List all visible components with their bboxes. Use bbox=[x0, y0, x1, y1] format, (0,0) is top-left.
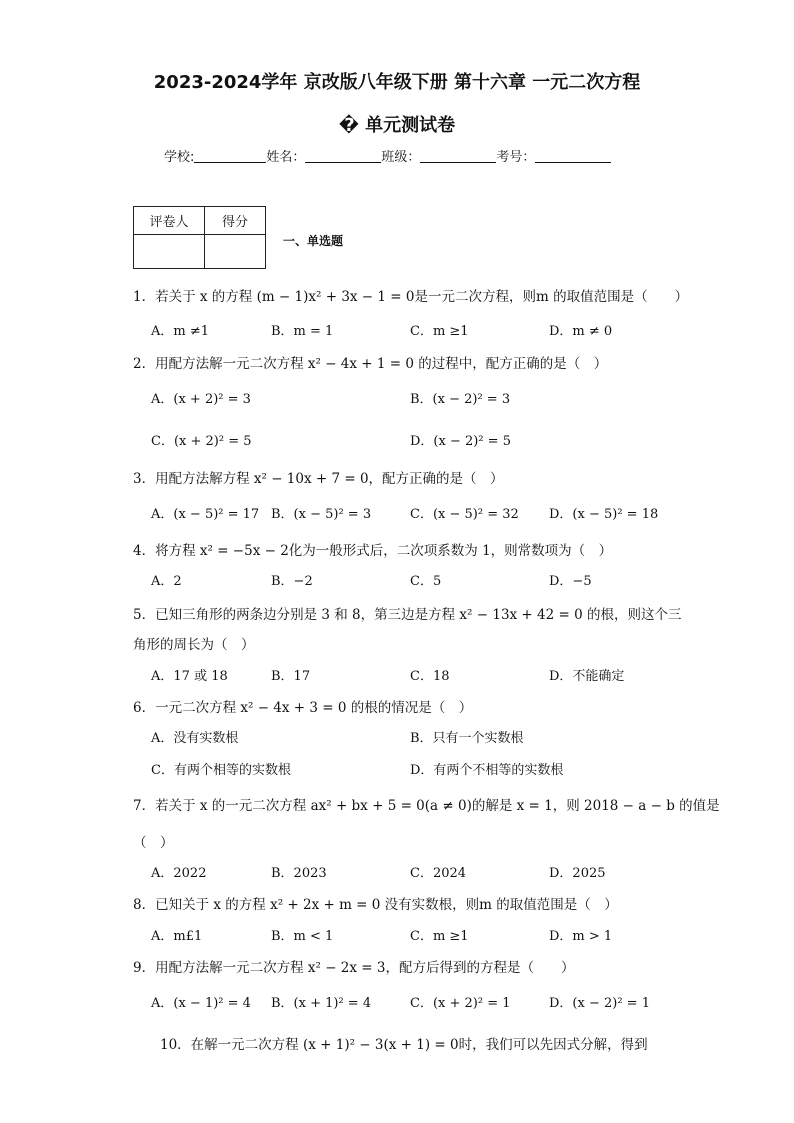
school-blank[interactable] bbox=[194, 150, 266, 163]
question-3-option-d[interactable]: D．(x − 5)² = 18 bbox=[549, 507, 659, 522]
question-2-stem: 2．用配方法解一元二次方程 x² − 4x + 1 = 0 的过程中，配方正确的是（ ） bbox=[133, 356, 608, 372]
question-4-option-a[interactable]: A．2 bbox=[151, 574, 182, 589]
reviewer-cell[interactable] bbox=[134, 235, 205, 269]
exam-title: 2023-2024学年 京改版八年级下册 第十六章 一元二次方程 bbox=[153, 72, 641, 93]
student-info-line bbox=[164, 146, 611, 165]
number-label: 考号： bbox=[496, 150, 536, 165]
question-2-option-a[interactable]: A．(x + 2)² = 3 bbox=[151, 392, 251, 407]
section-heading: 一、单选题 bbox=[283, 234, 344, 248]
question-3-option-c[interactable]: C．(x − 5)² = 32 bbox=[410, 507, 519, 522]
question-7-option-b[interactable]: B．2023 bbox=[271, 866, 327, 881]
question-5-stem-continued: 角形的周长为（ ） bbox=[133, 637, 255, 653]
question-7-stem: 7．若关于 x 的一元二次方程 ax² + bx + 5 = 0(a ≠ 0)的解是 x = 1，则 2018 − a − b 的值是 bbox=[133, 798, 720, 814]
question-5-option-b[interactable]: B．17 bbox=[271, 669, 311, 684]
score-header: 得分 bbox=[205, 207, 266, 235]
reviewer-header: 评卷人 bbox=[134, 207, 205, 235]
question-5-stem: 5．已知三角形的两条边分别是 3 和 8，第三边是方程 x² − 13x + 42 = 0 的根，则这个三 bbox=[133, 607, 682, 623]
question-8-option-a[interactable]: A．m£1 bbox=[151, 929, 203, 944]
question-5-option-d[interactable]: D．不能确定 bbox=[549, 669, 625, 684]
question-7-option-a[interactable]: A．2022 bbox=[151, 866, 207, 881]
question-1-option-d[interactable]: D．m ≠ 0 bbox=[549, 324, 613, 339]
question-6-option-c[interactable]: C．有两个相等的实数根 bbox=[151, 763, 291, 778]
score-cell[interactable] bbox=[205, 235, 266, 269]
question-4-option-d[interactable]: D．−5 bbox=[549, 574, 592, 589]
question-6-option-a[interactable]: A．没有实数根 bbox=[151, 731, 239, 746]
question-7-option-d[interactable]: D．2025 bbox=[549, 866, 606, 881]
number-blank[interactable] bbox=[535, 150, 611, 163]
question-6-option-b[interactable]: B．只有一个实数根 bbox=[410, 731, 524, 746]
question-2-option-c[interactable]: C．(x + 2)² = 5 bbox=[151, 434, 252, 449]
class-blank[interactable] bbox=[420, 150, 496, 163]
question-4-option-c[interactable]: C．5 bbox=[410, 574, 442, 589]
exam-subtitle: � 单元测试卷 bbox=[338, 115, 456, 136]
question-9-option-a[interactable]: A．(x − 1)² = 4 bbox=[151, 996, 251, 1011]
question-4-stem: 4．将方程 x² = −5x − 2化为一般形式后，二次项系数为 1，则常数项为（ ） bbox=[133, 543, 613, 559]
question-8-option-c[interactable]: C．m ≥1 bbox=[410, 929, 469, 944]
question-2-option-d[interactable]: D．(x − 2)² = 5 bbox=[410, 434, 511, 449]
question-5-option-a[interactable]: A．17 或 18 bbox=[151, 669, 228, 684]
question-1-stem: 1．若关于 x 的方程 (m − 1)x² + 3x − 1 = 0是一元二次方程，则m 的取值范围是（ ） bbox=[133, 289, 689, 305]
question-6-option-d[interactable]: D．有两个不相等的实数根 bbox=[410, 763, 564, 778]
name-blank[interactable] bbox=[305, 150, 381, 163]
question-9-stem: 9．用配方法解一元二次方程 x² − 2x = 3，配方后得到的方程是（ ） bbox=[133, 960, 575, 976]
question-8-stem: 8．已知关于 x 的方程 x² + 2x + m = 0 没有实数根，则m 的取值范围是（ ） bbox=[133, 897, 618, 913]
question-10-stem: 10．在解一元二次方程 (x + 1)² − 3(x + 1) = 0时，我们可以先因式分解，得到 bbox=[160, 1037, 648, 1053]
question-3-stem: 3．用配方法解方程 x² − 10x + 7 = 0，配方正确的是（ ） bbox=[133, 471, 504, 487]
question-9-option-c[interactable]: C．(x + 2)² = 1 bbox=[410, 996, 511, 1011]
question-3-option-b[interactable]: B．(x − 5)² = 3 bbox=[271, 507, 372, 522]
score-table bbox=[133, 206, 266, 269]
question-1-option-c[interactable]: C．m ≥1 bbox=[410, 324, 469, 339]
question-7-option-c[interactable]: C．2024 bbox=[410, 866, 467, 881]
name-label: 姓名： bbox=[266, 150, 306, 165]
question-3-option-a[interactable]: A．(x − 5)² = 17 bbox=[151, 507, 260, 522]
question-9-option-b[interactable]: B．(x + 1)² = 4 bbox=[271, 996, 372, 1011]
question-8-option-b[interactable]: B．m < 1 bbox=[271, 929, 334, 944]
question-1-option-b[interactable]: B．m = 1 bbox=[271, 324, 334, 339]
question-7-stem-continued: （ ） bbox=[133, 835, 174, 851]
question-8-option-d[interactable]: D．m > 1 bbox=[549, 929, 613, 944]
class-label: 班级： bbox=[381, 150, 421, 165]
question-9-option-d[interactable]: D．(x − 2)² = 1 bbox=[549, 996, 650, 1011]
question-2-option-b[interactable]: B．(x − 2)² = 3 bbox=[410, 392, 511, 407]
question-1-option-a[interactable]: A．m ≠1 bbox=[151, 324, 210, 339]
question-4-option-b[interactable]: B．−2 bbox=[271, 574, 313, 589]
school-label: 学校: bbox=[164, 150, 195, 165]
question-5-option-c[interactable]: C．18 bbox=[410, 669, 450, 684]
question-6-stem: 6．一元二次方程 x² − 4x + 3 = 0 的根的情况是（ ） bbox=[133, 700, 473, 716]
